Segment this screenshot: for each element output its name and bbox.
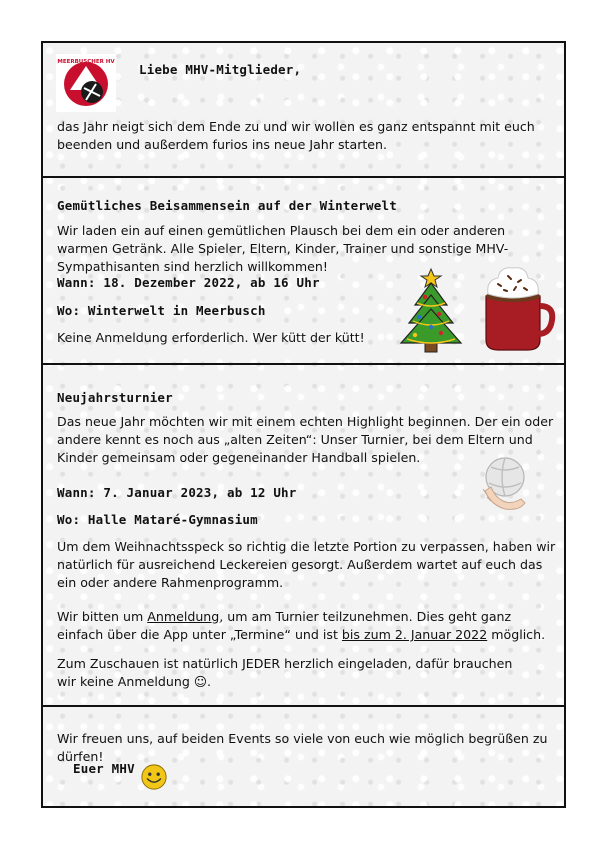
greeting-section — [43, 43, 564, 177]
winterwelt-note: Keine Anmeldung erforderlich. Wer kütt der kütt! — [57, 330, 365, 345]
registration-deadline: bis zum 2. Januar 2022 — [341, 627, 488, 642]
intro-text: das Jahr neigt sich dem Ende zu und wir wollen es ganz entspannt mit euch beenden und außerdem furios ins neue Jahr starten. — [57, 119, 535, 152]
christmas-tree-icon — [395, 267, 467, 355]
registration-link[interactable]: Anmeldung — [147, 609, 220, 624]
winterwelt-text: Wir laden ein auf einen gemütlichen Plausch bei dem ein oder anderen warmen Getränk. Alle Spieler, Eltern, Kinder, Trainer und sonstige MHV-Sympathisanten sind herzlich willkommen! — [57, 223, 509, 274]
winterwelt-when: Wann: 18. Dezember 2022, ab 16 Uhr — [57, 275, 320, 290]
smiley-icon — [140, 763, 168, 791]
turnier-where: Wo: Halle Mataré-Gymnasium — [57, 512, 258, 527]
turnier-when: Wann: 7. Januar 2023, ab 12 Uhr — [57, 485, 297, 500]
turnier-text: Das neue Jahr möchten wir mit einem echten Highlight beginnen. Der ein oder andere kennt es noch aus „alten Zeiten“: Unser Turnier, bei dem Eltern und Kinder gemeinsam oder gegeneinander Handball spielen. — [57, 414, 554, 465]
svg-text:MEERBUSCHER HV: MEERBUSCHER HV — [57, 59, 115, 65]
turnier-registration — [57, 608, 557, 644]
hot-chocolate-mug-icon — [480, 262, 556, 352]
turnier-watch: Zum Zuschauen ist natürlich JEDER herzlich eingeladen, dafür brauchen wir keine Anmeldung ☺. — [57, 656, 513, 689]
handball-icon — [481, 455, 531, 517]
mhv-logo-icon — [56, 54, 116, 112]
winterwelt-section — [43, 178, 564, 363]
flyer-frame — [41, 41, 566, 808]
closing-section — [43, 707, 564, 806]
winterwelt-where: Wo: Winterwelt in Meerbusch — [57, 303, 266, 318]
turnier-text2: Um dem Weihnachtsspeck so richtig die letzte Portion zu verpassen, haben wir natürlich für ausreichend Leckereien gesorgt. Außerdem wartet auf euch das ein oder andere Rahmenprogramm. — [57, 539, 556, 590]
turnier-title: Neujahrsturnier — [57, 390, 173, 405]
winterwelt-title: Gemütliches Beisammensein auf der Winterwelt — [57, 198, 397, 213]
closing-text: Wir freuen uns, auf beiden Events so viele von euch wie möglich begrüßen zu dürfen! — [57, 731, 548, 764]
registration-text: , um am Turnier teilzunehmen. Dies geht ganz einfach über die App unter „Termine“ und ist — [57, 609, 512, 642]
greeting-text: Liebe MHV-Mitglieder, — [139, 62, 302, 77]
signature: Euer MHV — [73, 761, 135, 776]
registration-text: Wir bitten um — [57, 609, 148, 624]
turnier-section — [43, 365, 564, 705]
registration-text: möglich. — [487, 627, 546, 642]
